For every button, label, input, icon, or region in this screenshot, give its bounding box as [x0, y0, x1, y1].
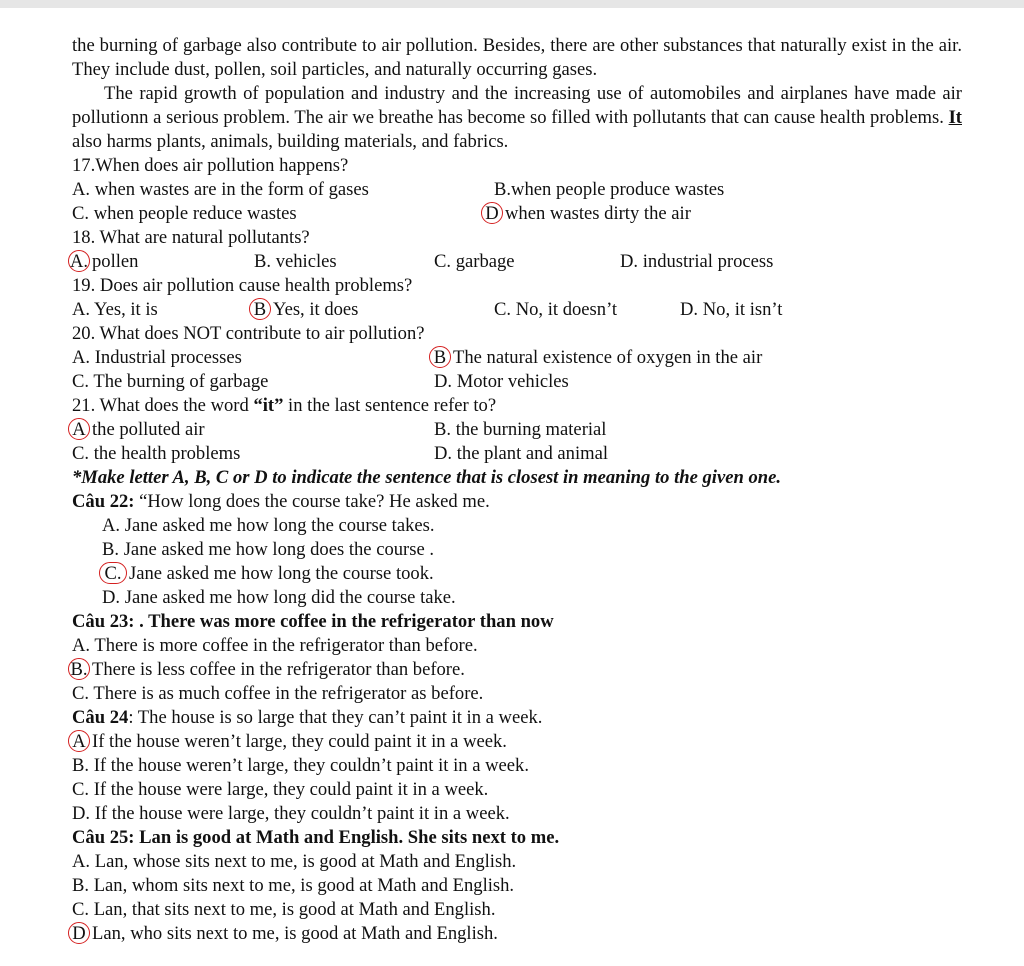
q24-question: Câu 24: The house is so large that they can’t paint it in a week.: [72, 707, 543, 728]
q19-option-c[interactable]: C. No, it doesn’t: [494, 299, 618, 320]
q22-option-a[interactable]: A. Jane asked me how long the course takes.: [102, 515, 435, 536]
q19-question: 19. Does air pollution cause health problems?: [72, 275, 413, 296]
answer-circle-mark: A.: [69, 251, 89, 272]
q19-option-b[interactable]: B Yes, it does: [252, 298, 358, 322]
q18-question: 18. What are natural pollutants?: [72, 227, 310, 248]
q17-options-row-2: [72, 202, 962, 226]
q24-option-a[interactable]: A If the house weren’t large, they could paint it in a week.: [72, 730, 962, 754]
answer-circle-mark: A: [68, 418, 90, 440]
q18-option-b[interactable]: B. vehicles: [254, 251, 337, 272]
answer-circle-mark: D: [68, 922, 90, 944]
section-instruction: *Make letter A, B, C or D to indicate the sentence that is closest in meaning to the given one.: [72, 467, 781, 488]
q19-option-d[interactable]: D. No, it isn’t: [680, 299, 783, 320]
q25-option-c[interactable]: C. Lan, that sits next to me, is good at Math and English.: [72, 899, 496, 920]
passage-paragraph-2: [72, 82, 962, 154]
q25-question: Câu 25: Lan is good at Math and English. She sits next to me.: [72, 827, 560, 848]
q18-options-row: [69, 250, 962, 274]
q23-option-a[interactable]: A. There is more coffee in the refrigerator than before.: [72, 635, 478, 656]
answer-circle-mark: C.: [99, 562, 127, 584]
q23-option-c[interactable]: C. There is as much coffee in the refrigerator as before.: [72, 683, 484, 704]
passage-paragraph-1: the burning of garbage also contribute to air pollution. Besides, there are other substances that naturally exist in the air. They include dust, pollen, soil particles, and naturally occurring gases.: [72, 35, 962, 80]
q17-option-d[interactable]: D when wastes dirty the air: [484, 202, 691, 226]
q17-option-a[interactable]: A. when wastes are in the form of gases: [72, 179, 369, 200]
q20-options-row-1: [72, 346, 962, 370]
q18-option-a[interactable]: A. pollen: [69, 251, 139, 272]
q21-option-d[interactable]: D. the plant and animal: [434, 443, 609, 464]
q17-question: 17.When does air pollution happens?: [72, 155, 349, 176]
q20-option-c[interactable]: C. The burning of garbage: [72, 371, 269, 392]
q22-option-b[interactable]: B. Jane asked me how long does the course .: [102, 539, 435, 560]
worksheet-page: [69, 34, 962, 946]
q20-option-a[interactable]: A. Industrial processes: [72, 347, 242, 368]
q20-option-b[interactable]: B The natural existence of oxygen in the air: [432, 346, 762, 370]
passage-text: The rapid growth of population and industry and the increasing use of automobiles and airplanes have made air pollutionn a serious problem. The air we breathe has become so filled with pollutants that can cause health problems.: [72, 83, 962, 128]
passage-text: also harms plants, animals, building materials, and fabrics.: [72, 131, 509, 152]
q22-question: Câu 22: “How long does the course take? He asked me.: [72, 491, 490, 512]
q21-options-row-1: [72, 418, 962, 442]
answer-circle-mark: A: [68, 730, 90, 752]
q18-option-d[interactable]: D. industrial process: [620, 251, 774, 272]
q25-option-d[interactable]: D Lan, who sits next to me, is good at Math and English.: [72, 922, 962, 946]
answer-circle-mark: B: [249, 298, 271, 320]
q19-option-a[interactable]: A. Yes, it is: [72, 299, 158, 320]
top-edge-bar: [0, 0, 1024, 8]
q20-options-row-2: [72, 370, 962, 394]
q23-option-b[interactable]: B. There is less coffee in the refrigerator than before.: [72, 658, 962, 682]
q20-option-d[interactable]: D. Motor vehicles: [434, 371, 569, 392]
q19-options-row: [72, 298, 962, 322]
q17-options-row-1: [72, 178, 962, 202]
q17-option-b[interactable]: B.when people produce wastes: [494, 179, 725, 200]
q20-question: 20. What does NOT contribute to air pollution?: [72, 323, 425, 344]
answer-circle-mark: D: [481, 202, 503, 224]
q18-option-c[interactable]: C. garbage: [434, 251, 515, 272]
passage-referenced-word: It: [948, 107, 962, 128]
answer-circle-mark: B: [429, 346, 451, 368]
q21-options-row-2: [72, 442, 962, 466]
q21-option-b[interactable]: B. the burning material: [434, 419, 607, 440]
q22-option-c[interactable]: C. Jane asked me how long the course took.: [72, 562, 962, 586]
q21-option-c[interactable]: C. the health problems: [72, 443, 241, 464]
q22-option-d[interactable]: D. Jane asked me how long did the course take.: [102, 587, 456, 608]
q21-option-a[interactable]: A the polluted air: [72, 418, 205, 442]
q17-option-c[interactable]: C. when people reduce wastes: [72, 203, 297, 224]
q24-option-d[interactable]: D. If the house were large, they couldn’t paint it in a week.: [72, 803, 510, 824]
q25-option-b[interactable]: B. Lan, whom sits next to me, is good at Math and English.: [72, 875, 515, 896]
q21-question: 21. What does the word “it” in the last sentence refer to?: [72, 395, 497, 416]
q24-option-c[interactable]: C. If the house were large, they could paint it in a week.: [72, 779, 489, 800]
answer-circle-mark: B.: [68, 658, 90, 680]
q24-option-b[interactable]: B. If the house weren’t large, they couldn’t paint it in a week.: [72, 755, 529, 776]
q25-option-a[interactable]: A. Lan, whose sits next to me, is good at Math and English.: [72, 851, 517, 872]
q23-question: Câu 23: . There was more coffee in the refrigerator than now: [72, 611, 554, 632]
